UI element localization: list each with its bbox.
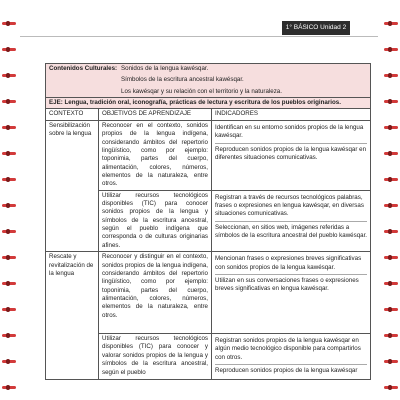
header-divider [20, 36, 378, 37]
binder-ring [384, 334, 398, 337]
binder-ring [2, 48, 16, 51]
binder-ring [2, 256, 16, 259]
indicator-item: Utilizan en sus conversaciones frases o expresiones breves significativas en lengua kawésqar. [215, 276, 359, 293]
binder-right [384, 0, 398, 400]
context-cell: Sensibilización sobre la lengua [46, 120, 99, 251]
objective-cell [99, 252, 212, 334]
indicator-item: Mencionan frases o expresiones breves significativas con sonidos propios de la lengua kawésqar. [215, 253, 367, 275]
binder-ring [384, 282, 398, 285]
cultural-content-item: Sonidos de la lengua kawésqar. [121, 65, 209, 72]
binder-ring [384, 256, 398, 259]
binder-ring [384, 204, 398, 207]
objective-text: Reconocer y distinguir en el contexto, sonidos propios de la lengua indígena, considerando ámbitos del repertorio lingüístico, como por ejemplo: toponimia, partes del cuerpo, alimentación, colores, números, elementos de la naturaleza, entre otros. [102, 253, 208, 319]
column-header-objectives: OBJETIVOS DE APRENDIZAJE [99, 109, 212, 120]
binder-ring [2, 74, 16, 77]
binder-ring [2, 360, 16, 363]
column-header-context: CONTEXTO [46, 109, 99, 120]
binder-ring [2, 282, 16, 285]
binder-ring [384, 48, 398, 51]
context-cell: Rescate y revitalización de la lengua [46, 252, 99, 379]
binder-ring [2, 386, 16, 389]
objective-cell: Utilizar recursos tecnológicos disponibles (TIC) para conocer y valorar sonidos propios de la lengua y símbolos de la escritura ancestral, según el pueblo [99, 334, 212, 379]
binder-ring [2, 152, 16, 155]
table-row [46, 252, 371, 334]
indicators-cell [212, 190, 371, 252]
axis-heading: EJE: Lengua, tradición oral, iconografía, prácticas de lectura y escritura de los pueblos originarios. [46, 98, 371, 109]
indicators-cell [212, 334, 371, 379]
indicators-cell [212, 120, 371, 190]
binder-ring [2, 230, 16, 233]
binder-ring [384, 22, 398, 25]
binder-ring [2, 178, 16, 181]
binder-ring [384, 74, 398, 77]
binder-ring [384, 230, 398, 233]
indicator-item: Identifican en su entorno sonidos propios de la lengua kawésqar. [215, 122, 367, 144]
cultural-content-item: Símbolos de la escritura ancestral kawésqar. [121, 76, 244, 84]
indicator-item: Registran sonidos propios de la lengua kawésqar en algún medio tecnológico disponible para compartirlos con otros. [215, 335, 367, 365]
cultural-contents-label: Contenidos Culturales: [49, 65, 118, 72]
indicator-item: Seleccionan, en sitios web, imágenes referidas a símbolos de la escritura ancestral del pueblo kawésqar. [215, 223, 368, 240]
binder-ring [384, 152, 398, 155]
indicator-item: Reproducen sonidos propios de la lengua kawésqar en diferentes situaciones comunicativas. [215, 145, 367, 161]
column-header-indicators: INDICADORES [212, 109, 371, 120]
binder-left [2, 0, 16, 400]
binder-ring [2, 204, 16, 207]
binder-ring [2, 22, 16, 25]
objective-cell: Reconocer en el contexto, sonidos propios de la lengua indígena, considerando ámbitos del repertorio lingüístico, como por ejemplo: toponimia, partes del cuerpo, alimentación, colores, números, elementos de la naturaleza, entre otros. [99, 120, 212, 190]
grade-unit-badge: 1° BÁSICO Unidad 2 [282, 21, 350, 35]
indicator-item: Reproducen sonidos propios de la lengua kawésqar [215, 367, 358, 375]
binder-ring [384, 386, 398, 389]
indicator-item: Registran a través de recursos tecnológicos palabras, frases o expresiones en lengua kawésqar, en diversas situaciones comunicativas. [215, 192, 367, 222]
binder-ring [2, 334, 16, 337]
binder-ring [384, 178, 398, 181]
binder-ring [384, 100, 398, 103]
binder-ring [2, 126, 16, 129]
binder-ring [2, 308, 16, 311]
table-row [46, 120, 371, 190]
binder-ring [2, 100, 16, 103]
binder-ring [384, 308, 398, 311]
indicators-cell [212, 252, 371, 334]
binder-ring [384, 126, 398, 129]
cultural-content-item: Los kawésqar y su relación con el territorio y la naturaleza. [121, 87, 282, 95]
objective-cell: Utilizar recursos tecnológicos disponibles (TIC) para conocer sonidos propios de la lengua y símbolos de la escritura ancestral, según el pueblo indígena que corresponda o de culturas originarias afines. [99, 190, 212, 252]
binder-ring [384, 360, 398, 363]
cultural-contents-cell [46, 64, 371, 98]
curriculum-table [45, 63, 371, 380]
